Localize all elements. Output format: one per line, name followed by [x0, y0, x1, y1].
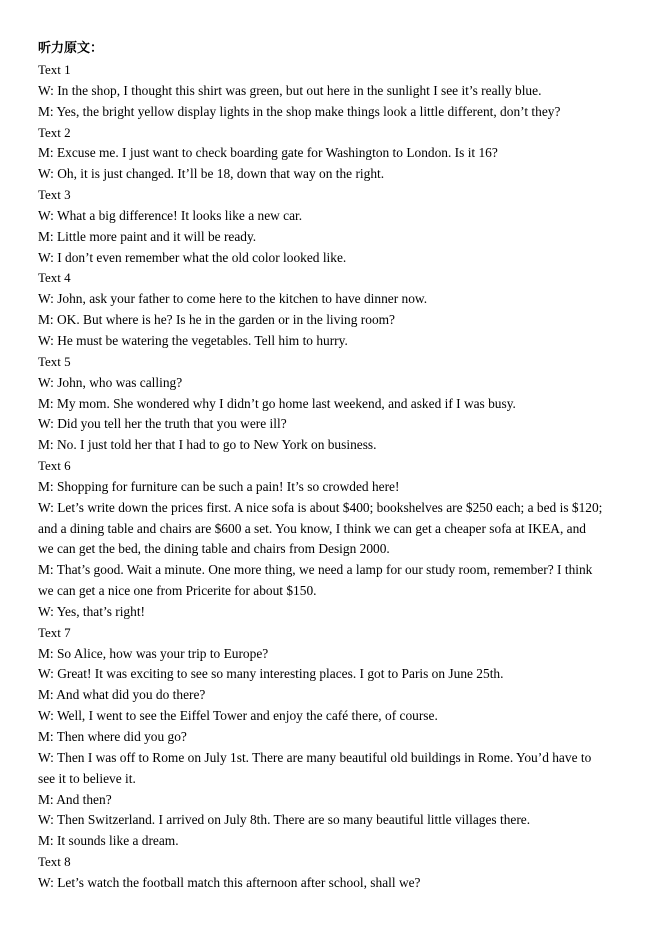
dialogue-line: W: John, who was calling?: [38, 374, 183, 390]
dialogue-line: W: Let’s write down the prices first. A nice sofa is about $400; bookshelves are $250 each; a bed is $120;: [38, 499, 603, 515]
text-label: Text 3: [38, 187, 71, 203]
text-label: Text 8: [38, 854, 71, 870]
dialogue-line: W: John, ask your father to come here to the kitchen to have dinner now.: [38, 291, 428, 307]
dialogue-line: see it to believe it.: [38, 770, 136, 786]
dialogue-line: W: What a big difference! It looks like a new car.: [38, 207, 303, 223]
dialogue-line: W: Let’s watch the football match this afternoon after school, shall we?: [38, 874, 421, 890]
dialogue-line: M: Yes, the bright yellow display lights in the shop make things look a little different, don’t they?: [38, 103, 561, 119]
dialogue-line: M: My mom. She wondered why I didn’t go home last weekend, and asked if I was busy.: [38, 395, 516, 411]
dialogue-line: M: Then where did you go?: [38, 729, 187, 744]
dialogue-line: M: And then?: [38, 791, 112, 807]
dialogue-line: M: And what did you do there?: [38, 687, 206, 703]
dialogue-line: M: Shopping for furniture can be such a pain! It’s so crowded here!: [38, 478, 400, 494]
dialogue-line: we can get a nice one from Pricerite for about $150.: [38, 583, 317, 599]
text-label: Text 1: [38, 62, 71, 77]
dialogue-line: M: OK. But where is he? Is he in the garden or in the living room?: [38, 312, 396, 328]
dialogue-line: W: Yes, that’s right!: [38, 603, 145, 619]
text-label: Text 6: [38, 458, 71, 474]
dialogue-line: and a dining table and chairs are $600 a set. You know, I think we can get a cheaper sofa at IKEA, and: [38, 520, 586, 536]
dialogue-line: W: Well, I went to see the Eiffel Tower and enjoy the café there, of course.: [38, 708, 438, 724]
text-label: Text 2: [38, 124, 71, 140]
transcript-heading: 听力原文：: [38, 41, 104, 56]
dialogue-line: W: In the shop, I thought this shirt was green, but out here in the sunlight I see it’s really blue.: [38, 82, 542, 98]
dialogue-line: M: No. I just told her that I had to go to New York on business.: [38, 437, 377, 453]
dialogue-line: M: Little more paint and it will be ready.: [38, 228, 257, 244]
dialogue-line: W: I don’t even remember what the old color looked like.: [38, 249, 347, 265]
dialogue-line: W: Then Switzerland. I arrived on July 8th. There are so many beautiful little villages there.: [38, 812, 531, 828]
dialogue-line: W: Did you tell her the truth that you were ill?: [38, 416, 287, 432]
dialogue-line: W: Great! It was exciting to see so many interesting places. I got to Paris on June 25th.: [38, 666, 504, 682]
dialogue-line: M: That’s good. Wait a minute. One more thing, we need a lamp for our study room, remember? I think: [38, 562, 593, 578]
dialogue-line: W: He must be watering the vegetables. Tell him to hurry.: [38, 332, 348, 348]
dialogue-line: we can get the bed, the dining table and chairs from Design 2000.: [38, 541, 390, 557]
dialogue-line: M: It sounds like a dream.: [38, 833, 179, 849]
transcript-page: [38, 37, 638, 894]
text-label: Text 7: [38, 624, 71, 640]
text-label: Text 4: [38, 270, 71, 286]
dialogue-line: W: Then I was off to Rome on July 1st. There are many beautiful old buildings in Rome. You’d have to: [38, 749, 592, 765]
dialogue-line: W: Oh, it is just changed. It’ll be 18, down that way on the right.: [38, 166, 385, 182]
text-label: Text 5: [38, 353, 71, 369]
dialogue-line: M: Excuse me. I just want to check boarding gate for Washington to London. Is it 16?: [38, 145, 498, 161]
dialogue-line: M: So Alice, how was your trip to Europe?: [38, 645, 269, 661]
